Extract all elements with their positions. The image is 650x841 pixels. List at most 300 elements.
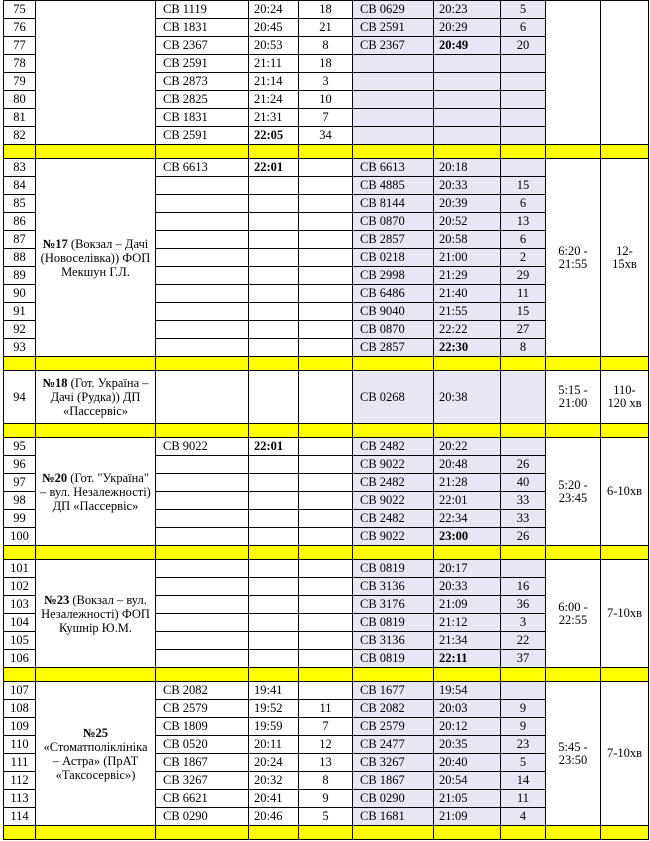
separator-cell (4, 546, 36, 560)
interval-scheduled (299, 650, 353, 668)
plate-scheduled (156, 249, 249, 267)
plate-scheduled (156, 632, 249, 650)
plate-actual: СВ 9040 (353, 303, 434, 321)
time-scheduled: 22:01 (249, 438, 299, 456)
interval-scheduled: 5 (299, 808, 353, 826)
time-actual: 22:34 (434, 510, 501, 528)
interval-scheduled (299, 492, 353, 510)
time-actual: 22:01 (434, 492, 501, 510)
plate-actual (353, 91, 434, 109)
plate-scheduled (156, 578, 249, 596)
plate-actual: СВ 0268 (353, 371, 434, 424)
interval-scheduled (299, 578, 353, 596)
plate-actual: СВ 9022 (353, 492, 434, 510)
frequency-cell-continued (601, 1, 649, 145)
operating-hours: 5:15 - 21:00 (546, 371, 601, 424)
time-scheduled: 19:52 (249, 700, 299, 718)
row-number: 91 (4, 303, 36, 321)
time-actual: 21:34 (434, 632, 501, 650)
plate-actual (353, 109, 434, 127)
interval-scheduled: 21 (299, 19, 353, 37)
separator-cell (601, 357, 649, 371)
plate-scheduled: СВ 2591 (156, 127, 249, 145)
interval-actual (501, 560, 546, 578)
route-number: №18 (42, 376, 68, 390)
route-interval: 7-10хв (601, 682, 649, 826)
separator-cell (353, 145, 434, 159)
interval-scheduled (299, 285, 353, 303)
row-number: 88 (4, 249, 36, 267)
time-scheduled (249, 492, 299, 510)
interval-scheduled (299, 474, 353, 492)
interval-scheduled: 3 (299, 73, 353, 91)
plate-actual: СВ 0819 (353, 650, 434, 668)
plate-scheduled: СВ 0520 (156, 736, 249, 754)
separator-cell (36, 145, 156, 159)
time-scheduled (249, 650, 299, 668)
row-number: 78 (4, 55, 36, 73)
plate-scheduled (156, 528, 249, 546)
time-actual: 21:55 (434, 303, 501, 321)
plate-scheduled (156, 456, 249, 474)
interval-actual (501, 438, 546, 456)
time-actual: 21:12 (434, 614, 501, 632)
time-actual: 21:00 (434, 249, 501, 267)
interval-actual: 5 (501, 1, 546, 19)
interval-actual (501, 371, 546, 424)
row-number: 98 (4, 492, 36, 510)
plate-scheduled: СВ 9022 (156, 438, 249, 456)
table-row (4, 159, 649, 177)
interval-scheduled: 9 (299, 790, 353, 808)
time-scheduled: 21:24 (249, 91, 299, 109)
separator-cell (299, 424, 353, 438)
time-scheduled (249, 195, 299, 213)
time-actual: 20:03 (434, 700, 501, 718)
route-name-r18 (36, 371, 156, 424)
separator-cell (156, 826, 249, 840)
interval-scheduled (299, 596, 353, 614)
plate-scheduled: СВ 1831 (156, 109, 249, 127)
separator-cell (36, 668, 156, 682)
row-number: 80 (4, 91, 36, 109)
plate-actual: СВ 2082 (353, 700, 434, 718)
interval-scheduled (299, 195, 353, 213)
route-number: №25 (82, 725, 109, 740)
row-number: 90 (4, 285, 36, 303)
interval-actual (501, 682, 546, 700)
plate-actual: СВ 3136 (353, 632, 434, 650)
interval-actual: 22 (501, 632, 546, 650)
separator-cell (156, 357, 249, 371)
time-scheduled (249, 213, 299, 231)
interval-actual: 9 (501, 700, 546, 718)
time-actual: 20:33 (434, 177, 501, 195)
separator-cell (601, 546, 649, 560)
separator-cell (353, 424, 434, 438)
separator-cell (4, 424, 36, 438)
interval-actual: 11 (501, 790, 546, 808)
time-actual (434, 109, 501, 127)
interval-scheduled (299, 510, 353, 528)
separator-cell (156, 668, 249, 682)
row-number: 81 (4, 109, 36, 127)
time-actual: 20:35 (434, 736, 501, 754)
time-scheduled (249, 339, 299, 357)
separator-cell (434, 826, 501, 840)
interval-actual: 6 (501, 195, 546, 213)
interval-actual: 15 (501, 177, 546, 195)
separator-cell (4, 357, 36, 371)
interval-actual (501, 159, 546, 177)
separator-cell (546, 145, 601, 159)
time-scheduled (249, 303, 299, 321)
time-scheduled (249, 177, 299, 195)
interval-scheduled: 34 (299, 127, 353, 145)
time-actual: 20:48 (434, 456, 501, 474)
interval-actual: 36 (501, 596, 546, 614)
time-scheduled: 20:11 (249, 736, 299, 754)
plate-actual (353, 127, 434, 145)
row-number: 83 (4, 159, 36, 177)
interval-actual: 20 (501, 37, 546, 55)
separator-cell (501, 357, 546, 371)
row-number: 103 (4, 596, 36, 614)
interval-scheduled: 8 (299, 772, 353, 790)
interval-actual: 6 (501, 19, 546, 37)
row-number: 108 (4, 700, 36, 718)
separator-cell (501, 145, 546, 159)
separator-cell (249, 357, 299, 371)
time-actual: 20:52 (434, 213, 501, 231)
hours-cell-continued (546, 1, 601, 145)
time-scheduled (249, 456, 299, 474)
plate-scheduled (156, 596, 249, 614)
row-number: 89 (4, 267, 36, 285)
interval-scheduled (299, 267, 353, 285)
row-number: 92 (4, 321, 36, 339)
plate-scheduled (156, 492, 249, 510)
separator-cell (156, 546, 249, 560)
time-scheduled: 20:32 (249, 772, 299, 790)
separator-cell (434, 668, 501, 682)
row-number: 85 (4, 195, 36, 213)
interval-actual (501, 91, 546, 109)
plate-actual: СВ 1681 (353, 808, 434, 826)
separator-cell (601, 145, 649, 159)
plate-scheduled: СВ 2367 (156, 37, 249, 55)
route-description: (Вокзал – Дачі (Новоселівка)) ФОП Мекшун Г.Л. (40, 236, 151, 279)
plate-scheduled: СВ 2873 (156, 73, 249, 91)
interval-actual: 29 (501, 267, 546, 285)
interval-actual: 14 (501, 772, 546, 790)
plate-actual: СВ 0290 (353, 790, 434, 808)
row-number: 110 (4, 736, 36, 754)
table-row (4, 1, 649, 19)
plate-scheduled (156, 614, 249, 632)
row-number: 100 (4, 528, 36, 546)
interval-scheduled (299, 632, 353, 650)
operating-hours: 6:00 - 22:55 (546, 560, 601, 668)
plate-scheduled (156, 339, 249, 357)
plate-actual: СВ 2482 (353, 510, 434, 528)
row-number: 107 (4, 682, 36, 700)
separator-cell (501, 424, 546, 438)
time-scheduled (249, 285, 299, 303)
separator-cell (299, 546, 353, 560)
interval-actual: 23 (501, 736, 546, 754)
separator-cell (601, 826, 649, 840)
interval-scheduled (299, 321, 353, 339)
separator-cell (501, 546, 546, 560)
plate-actual: СВ 1867 (353, 772, 434, 790)
separator-cell (353, 546, 434, 560)
time-actual: 23:00 (434, 528, 501, 546)
time-actual (434, 91, 501, 109)
plate-actual (353, 55, 434, 73)
time-actual (434, 55, 501, 73)
separator-cell (299, 145, 353, 159)
interval-actual: 3 (501, 614, 546, 632)
time-scheduled (249, 249, 299, 267)
separator-cell (249, 546, 299, 560)
plate-scheduled: СВ 6621 (156, 790, 249, 808)
time-actual: 20:12 (434, 718, 501, 736)
separator-cell (353, 357, 434, 371)
separator-cell (4, 826, 36, 840)
route-name-r17 (36, 159, 156, 357)
separator-row (4, 424, 649, 438)
plate-scheduled (156, 303, 249, 321)
plate-actual: СВ 9022 (353, 528, 434, 546)
separator-cell (546, 826, 601, 840)
row-number: 114 (4, 808, 36, 826)
row-number: 99 (4, 510, 36, 528)
plate-actual: СВ 3176 (353, 596, 434, 614)
separator-cell (353, 668, 434, 682)
separator-cell (36, 357, 156, 371)
plate-actual: СВ 0819 (353, 560, 434, 578)
interval-actual: 37 (501, 650, 546, 668)
time-actual: 20:40 (434, 754, 501, 772)
row-number: 75 (4, 1, 36, 19)
plate-scheduled (156, 267, 249, 285)
interval-scheduled (299, 614, 353, 632)
row-number: 96 (4, 456, 36, 474)
row-number: 94 (4, 371, 36, 424)
route-description: «Стоматполіклініка – Астра» (ПрАТ «Таксосервіс») (43, 739, 148, 782)
time-actual: 20:22 (434, 438, 501, 456)
time-scheduled (249, 231, 299, 249)
time-actual: 21:05 (434, 790, 501, 808)
interval-scheduled: 11 (299, 700, 353, 718)
row-number: 77 (4, 37, 36, 55)
row-number: 101 (4, 560, 36, 578)
time-actual: 20:38 (434, 371, 501, 424)
time-scheduled: 19:59 (249, 718, 299, 736)
interval-scheduled (299, 560, 353, 578)
time-scheduled: 21:31 (249, 109, 299, 127)
separator-cell (249, 424, 299, 438)
separator-cell (434, 357, 501, 371)
time-actual: 20:39 (434, 195, 501, 213)
time-scheduled: 20:24 (249, 1, 299, 19)
row-number: 87 (4, 231, 36, 249)
route-number: №17 (42, 236, 68, 251)
plate-actual: СВ 4885 (353, 177, 434, 195)
time-scheduled (249, 632, 299, 650)
time-actual: 20:17 (434, 560, 501, 578)
interval-actual: 27 (501, 321, 546, 339)
plate-scheduled (156, 560, 249, 578)
route-interval: 7-10хв (601, 560, 649, 668)
separator-cell (501, 668, 546, 682)
interval-actual: 16 (501, 578, 546, 596)
separator-cell (36, 546, 156, 560)
table-row (4, 560, 649, 578)
separator-cell (353, 826, 434, 840)
operating-hours: 5:20 - 23:45 (546, 438, 601, 546)
interval-actual (501, 109, 546, 127)
separator-cell (601, 668, 649, 682)
interval-scheduled (299, 249, 353, 267)
route-description: (Гот. "Україна" – вул. Незалежності) ДП «Пассервіс» (40, 470, 151, 513)
time-actual: 20:23 (434, 1, 501, 19)
route-number: №23 (44, 592, 70, 607)
plate-actual: СВ 1677 (353, 682, 434, 700)
interval-actual: 40 (501, 474, 546, 492)
interval-actual: 15 (501, 303, 546, 321)
interval-scheduled (299, 213, 353, 231)
plate-scheduled (156, 650, 249, 668)
time-actual: 20:54 (434, 772, 501, 790)
schedule-table (3, 0, 649, 840)
plate-actual: СВ 0870 (353, 213, 434, 231)
plate-actual: СВ 8144 (353, 195, 434, 213)
row-number: 106 (4, 650, 36, 668)
plate-scheduled: СВ 0290 (156, 808, 249, 826)
separator-row (4, 826, 649, 840)
plate-actual: СВ 2477 (353, 736, 434, 754)
separator-cell (36, 826, 156, 840)
row-number: 97 (4, 474, 36, 492)
plate-scheduled: СВ 1119 (156, 1, 249, 19)
separator-cell (546, 357, 601, 371)
time-actual: 19:54 (434, 682, 501, 700)
time-actual: 21:29 (434, 267, 501, 285)
interval-actual: 9 (501, 718, 546, 736)
time-scheduled (249, 371, 299, 424)
separator-row (4, 357, 649, 371)
interval-actual: 13 (501, 213, 546, 231)
row-number: 105 (4, 632, 36, 650)
separator-cell (156, 145, 249, 159)
separator-cell (156, 424, 249, 438)
plate-scheduled (156, 510, 249, 528)
time-scheduled (249, 321, 299, 339)
plate-actual: СВ 2482 (353, 438, 434, 456)
plate-scheduled (156, 285, 249, 303)
plate-scheduled: СВ 2591 (156, 55, 249, 73)
interval-scheduled (299, 303, 353, 321)
time-scheduled (249, 560, 299, 578)
interval-scheduled (299, 177, 353, 195)
interval-actual (501, 127, 546, 145)
plate-actual: СВ 2579 (353, 718, 434, 736)
interval-actual: 26 (501, 456, 546, 474)
plate-actual: СВ 2998 (353, 267, 434, 285)
time-scheduled (249, 578, 299, 596)
time-scheduled (249, 474, 299, 492)
table-row (4, 438, 649, 456)
time-scheduled: 22:05 (249, 127, 299, 145)
time-scheduled: 21:14 (249, 73, 299, 91)
time-actual: 21:09 (434, 808, 501, 826)
route-name-r20 (36, 438, 156, 546)
separator-row (4, 668, 649, 682)
plate-actual: СВ 2367 (353, 37, 434, 55)
separator-cell (299, 668, 353, 682)
row-number: 95 (4, 438, 36, 456)
interval-actual: 11 (501, 285, 546, 303)
plate-scheduled (156, 177, 249, 195)
row-number: 102 (4, 578, 36, 596)
row-number: 113 (4, 790, 36, 808)
operating-hours: 5:45 - 23:50 (546, 682, 601, 826)
time-scheduled: 22:01 (249, 159, 299, 177)
separator-cell (546, 546, 601, 560)
interval-actual (501, 73, 546, 91)
row-number: 111 (4, 754, 36, 772)
plate-scheduled: СВ 2825 (156, 91, 249, 109)
separator-cell (299, 826, 353, 840)
interval-scheduled: 12 (299, 736, 353, 754)
time-actual: 20:58 (434, 231, 501, 249)
plate-actual: СВ 0629 (353, 1, 434, 19)
route-interval: 12-15хв (601, 159, 649, 357)
interval-scheduled (299, 528, 353, 546)
plate-scheduled: СВ 1831 (156, 19, 249, 37)
interval-actual: 4 (501, 808, 546, 826)
plate-actual: СВ 2482 (353, 474, 434, 492)
time-scheduled: 19:41 (249, 682, 299, 700)
plate-actual: СВ 0218 (353, 249, 434, 267)
plate-scheduled (156, 321, 249, 339)
interval-scheduled: 18 (299, 55, 353, 73)
row-number: 82 (4, 127, 36, 145)
time-scheduled: 20:45 (249, 19, 299, 37)
plate-scheduled: СВ 3267 (156, 772, 249, 790)
table-row (4, 682, 649, 700)
time-actual (434, 127, 501, 145)
separator-cell (434, 546, 501, 560)
time-actual: 20:33 (434, 578, 501, 596)
plate-scheduled (156, 195, 249, 213)
plate-actual: СВ 0819 (353, 614, 434, 632)
plate-actual: СВ 2857 (353, 339, 434, 357)
plate-scheduled (156, 231, 249, 249)
interval-scheduled: 8 (299, 37, 353, 55)
interval-scheduled (299, 371, 353, 424)
separator-cell (249, 668, 299, 682)
separator-cell (4, 145, 36, 159)
route-interval: 110-120 хв (601, 371, 649, 424)
plate-scheduled: СВ 2082 (156, 682, 249, 700)
row-number: 84 (4, 177, 36, 195)
route-description: (Вокзал – вул. Незалежності) ФОП Кушнір Ю.М. (41, 592, 150, 635)
time-actual: 20:18 (434, 159, 501, 177)
interval-scheduled (299, 682, 353, 700)
